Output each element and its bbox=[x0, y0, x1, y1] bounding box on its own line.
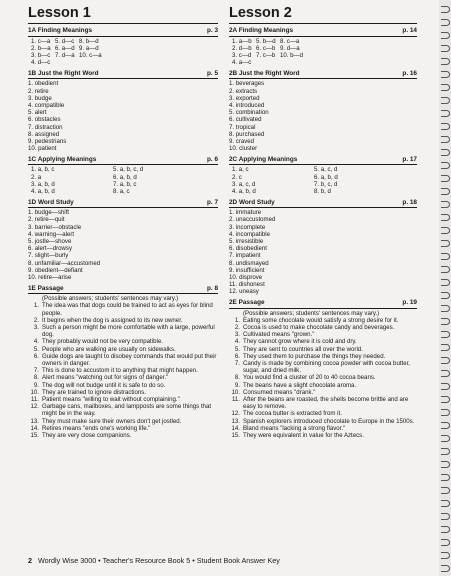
answer: 3. c—d bbox=[232, 51, 252, 59]
list-item: 10. They are trained to ignore distractions. bbox=[30, 388, 146, 396]
list-item: 8. You would find a cluster of 20 to 40 cocoa beans. bbox=[234, 374, 376, 382]
spiral-loop bbox=[441, 227, 450, 234]
answer: 6. a—d bbox=[55, 44, 75, 52]
list-item: 5. combination bbox=[229, 109, 269, 117]
spiral-loop bbox=[441, 84, 450, 91]
spiral-loop bbox=[441, 474, 450, 481]
section-1d-page: p. 7 bbox=[206, 198, 218, 206]
list-item: 3. incomplete bbox=[229, 223, 266, 231]
list-item: 1. obedient bbox=[28, 80, 59, 88]
list-item: 14. Retires means "ends one's working life." bbox=[30, 424, 151, 432]
section-2a-title: 2A Finding Meanings bbox=[229, 27, 294, 34]
section-1c bbox=[28, 156, 218, 195]
answer: 3. b—c bbox=[31, 51, 51, 59]
spiral-loop bbox=[441, 318, 450, 325]
list-item: 11. dishonest bbox=[229, 281, 265, 289]
spiral-loop bbox=[441, 123, 450, 130]
spiral-loop bbox=[441, 266, 450, 273]
list-item: 5. irresistible bbox=[229, 237, 264, 245]
section-2e bbox=[229, 299, 417, 439]
list-item: 8. purchased bbox=[229, 130, 265, 138]
list-item: 5. alert bbox=[28, 109, 47, 117]
spiral-loop bbox=[441, 331, 450, 338]
section-2b-page: p. 16 bbox=[402, 69, 417, 77]
spiral-loop bbox=[441, 32, 450, 39]
spiral-loop bbox=[441, 526, 450, 533]
lesson-2-title: Lesson 2 bbox=[229, 4, 417, 24]
answer: 7. b, c, d bbox=[314, 180, 338, 188]
spiral-loop bbox=[441, 240, 450, 247]
answer: 3. a, b, d bbox=[31, 180, 55, 188]
list-item: 13. Spanish explorers introduced chocolate to Europe in the 1500s. bbox=[231, 417, 415, 425]
list-item: 7. tropical bbox=[229, 123, 256, 131]
list-item: 9. The dog will not budge until it is safe to do so. bbox=[33, 381, 166, 389]
spiral-loop bbox=[441, 422, 450, 429]
list-item: 4. compatible bbox=[28, 101, 65, 109]
answer: 8. a, c bbox=[113, 187, 130, 195]
spiral-loop bbox=[441, 357, 450, 364]
spiral-loop bbox=[441, 136, 450, 143]
answer: 2. a bbox=[31, 173, 42, 181]
list-item: 13. They must make sure their owners don't get jostled. bbox=[30, 417, 182, 425]
list-item: 14. Bland means "lacking a strong flavor." bbox=[231, 424, 346, 432]
list-item: 5. They are sent to countries all over the world. bbox=[234, 345, 363, 353]
section-2d-title: 2D Word Study bbox=[229, 198, 275, 206]
spiral-loop bbox=[441, 175, 450, 182]
list-item: 4. They probably would not be very compatible. bbox=[33, 338, 163, 346]
list-item: 2. retire bbox=[28, 87, 49, 95]
list-item: 7. Candy is made by combining cocoa powder with cocoa butter, sugar, and dried milk. bbox=[234, 360, 410, 375]
spiral-loop bbox=[441, 279, 450, 286]
answer: 3. a, c, d bbox=[232, 180, 256, 188]
list-item: 10. disprove bbox=[229, 273, 263, 281]
list-item: 1. budge—shift bbox=[28, 209, 69, 217]
answer: 6. c—b bbox=[256, 44, 276, 52]
spiral-loop bbox=[441, 149, 450, 156]
section-2e-title: 2E Passage bbox=[229, 299, 265, 307]
section-1a-page: p. 3 bbox=[206, 27, 218, 34]
page-number: 2 bbox=[28, 556, 32, 565]
answer: 2. c bbox=[232, 173, 242, 181]
list-item: 6. disobedient bbox=[229, 245, 267, 253]
list-item: 2. It begins when the dog is assigned to its new owner. bbox=[33, 316, 183, 324]
list-item: 11. After the beans are roasted, the shells become brittle and are easy to remove. bbox=[231, 396, 409, 411]
answer: 5. d—c bbox=[55, 37, 75, 45]
spiral-loop bbox=[441, 448, 450, 455]
list-item: 1. Eating some chocolate would satisfy a strong desire for it. bbox=[234, 316, 399, 324]
list-item: 10. cluster bbox=[229, 145, 258, 153]
lesson-1-column bbox=[28, 4, 218, 443]
list-item: 3. Such a person might be more comfortable with a large, powerful dog. bbox=[33, 324, 215, 339]
list-item: 12. uneasy bbox=[229, 288, 259, 296]
answer: 9. a—d bbox=[79, 44, 99, 52]
spiral-loop bbox=[441, 45, 450, 52]
section-1e-answers bbox=[28, 302, 218, 439]
spiral-binding bbox=[439, 0, 451, 576]
answer: 4. a, b, d bbox=[31, 187, 55, 195]
list-item: 1. The idea was that dogs could be trained to act as eyes for blind people. bbox=[33, 302, 213, 317]
answer bbox=[280, 59, 310, 66]
spiral-loop bbox=[441, 253, 450, 260]
section-1c-title: 1C Applying Meanings bbox=[28, 155, 97, 163]
answer: 7. c—b bbox=[256, 51, 276, 59]
answer: 1. a, b, c bbox=[31, 166, 55, 174]
answer: 5. b—d bbox=[256, 37, 276, 45]
answer: 8. c—a bbox=[280, 37, 300, 45]
list-item: 8. undismayed bbox=[229, 259, 269, 267]
section-1b-title: 1B Just the Right Word bbox=[28, 69, 99, 77]
answer: 7. a, b, c bbox=[113, 180, 137, 188]
answer: 5. a, c, d bbox=[314, 166, 338, 174]
footer-text: Wordly Wise 3000 • Teacher's Resource Book 5 • Student Book Answer Key bbox=[38, 556, 280, 565]
spiral-loop bbox=[441, 370, 450, 377]
list-item: 11. Patient means "willing to wait without complaining." bbox=[30, 396, 180, 404]
spiral-loop bbox=[441, 461, 450, 468]
list-item: 5. jostle—shove bbox=[28, 237, 72, 245]
section-1e-title: 1E Passage bbox=[28, 284, 64, 292]
section-2d bbox=[229, 199, 417, 296]
list-item: 12. The cocoa butter is extracted from it. bbox=[231, 410, 342, 418]
section-1b-page: p. 5 bbox=[206, 69, 218, 77]
section-2e-answers bbox=[229, 317, 417, 439]
list-item: 9. pedestrians bbox=[28, 137, 67, 145]
spiral-loop bbox=[441, 201, 450, 208]
section-2c bbox=[229, 156, 417, 195]
spiral-loop bbox=[441, 565, 450, 572]
list-item: 3. Cultivated means "grown." bbox=[234, 331, 315, 339]
section-1a-answers bbox=[28, 38, 218, 67]
answer bbox=[256, 59, 280, 66]
list-item: 1. beverages bbox=[229, 80, 265, 88]
answer: 4. a, b, d bbox=[232, 187, 256, 195]
section-2b bbox=[229, 70, 417, 153]
answer bbox=[79, 59, 109, 66]
section-2d-page: p. 18 bbox=[402, 198, 417, 206]
list-item: 4. They cannot grow where it is cold and dry. bbox=[234, 338, 357, 346]
list-item: 4. introduced bbox=[229, 101, 265, 109]
spiral-loop bbox=[441, 110, 450, 117]
answer: 1. a, c bbox=[232, 166, 249, 174]
list-item: 8. unfamiliar—accustomed bbox=[28, 259, 101, 267]
answer: 6. a, b, d bbox=[113, 173, 137, 181]
answer: 9. d—a bbox=[280, 44, 300, 52]
section-2c-page: p. 17 bbox=[402, 155, 417, 163]
answer: 7. d—a bbox=[55, 51, 75, 59]
spiral-loop bbox=[441, 435, 450, 442]
list-item: 7. distraction bbox=[28, 123, 63, 131]
spiral-loop bbox=[441, 292, 450, 299]
answer: 6. a, b, d bbox=[314, 173, 338, 181]
list-item: 7. impatient bbox=[229, 252, 261, 260]
section-2c-title: 2C Applying Meanings bbox=[229, 155, 298, 163]
list-item: 6. cultivated bbox=[229, 116, 262, 124]
section-1e bbox=[28, 285, 218, 440]
list-item: 10. retire—arise bbox=[28, 273, 72, 281]
spiral-loop bbox=[441, 58, 450, 65]
list-item: 10. patient bbox=[28, 145, 57, 153]
section-1b bbox=[28, 70, 218, 153]
spiral-loop bbox=[441, 500, 450, 507]
section-1c-answers bbox=[28, 166, 218, 195]
list-item: 7. This is done to accustom it to anything that might happen. bbox=[33, 367, 198, 375]
list-item: 3. barrier—obstacle bbox=[28, 223, 82, 231]
spiral-loop bbox=[441, 97, 450, 104]
answer: 1. c—a bbox=[31, 37, 51, 45]
section-2e-page: p. 19 bbox=[402, 299, 417, 307]
spiral-loop bbox=[441, 539, 450, 546]
list-item: 7. slight—burly bbox=[28, 252, 69, 260]
spiral-loop bbox=[441, 305, 450, 312]
spiral-loop bbox=[441, 396, 450, 403]
spiral-loop bbox=[441, 71, 450, 78]
section-1e-page: p. 8 bbox=[206, 284, 218, 292]
list-item: 8. assigned bbox=[28, 130, 60, 138]
list-item: 4. incompatible bbox=[229, 230, 270, 238]
list-item: 5. People who are walking are usually on sidewalks. bbox=[33, 345, 176, 353]
section-1d-title: 1D Word Study bbox=[28, 198, 74, 206]
list-item: 9. obedient—defiant bbox=[28, 266, 83, 274]
answer: 2. b—a bbox=[31, 44, 51, 52]
list-item: 6. alert—drowsy bbox=[28, 245, 73, 253]
list-item: 9. insufficient bbox=[229, 266, 265, 274]
spiral-loop bbox=[441, 552, 450, 559]
spiral-loop bbox=[441, 6, 450, 13]
list-item: 15. They are very close companions. bbox=[30, 432, 132, 440]
list-item: 9. The beans have a slight chocolate aroma. bbox=[234, 381, 357, 389]
section-1e-note: (Possible answers; students' sentences may vary.) bbox=[42, 295, 179, 303]
answer: 10. b—d bbox=[280, 51, 304, 59]
section-2a bbox=[229, 27, 417, 66]
answer: 4. d—c bbox=[31, 59, 51, 67]
spiral-loop bbox=[441, 487, 450, 494]
answer: 8. b—d bbox=[79, 37, 99, 45]
list-item: 4. warning—alert bbox=[28, 230, 75, 238]
section-2a-page: p. 14 bbox=[402, 27, 417, 34]
spiral-loop bbox=[441, 344, 450, 351]
list-item: 3. exported bbox=[229, 94, 260, 102]
list-item: 2. retire—quit bbox=[28, 216, 65, 224]
list-item: 2. Cocoa is used to make chocolate candy and beverages. bbox=[234, 324, 395, 331]
spiral-loop bbox=[441, 383, 450, 390]
spiral-loop bbox=[441, 188, 450, 195]
list-item: 6. obstacles bbox=[28, 116, 61, 124]
list-item: 2. extracts bbox=[229, 87, 258, 95]
list-item: 6. They used them to purchase the things they needed. bbox=[234, 352, 386, 360]
spiral-loop bbox=[441, 214, 450, 221]
section-2a-answers bbox=[229, 38, 417, 67]
answer: 1. a—b bbox=[232, 37, 252, 45]
section-1a bbox=[28, 27, 218, 66]
spiral-loop bbox=[441, 513, 450, 520]
section-2e-note: (Possible answers; students' sentences may vary.) bbox=[243, 309, 380, 317]
list-item: 9. craved bbox=[229, 137, 255, 145]
section-1a-title: 1A Finding Meanings bbox=[28, 27, 93, 34]
list-item: 10. Consumed means "drank." bbox=[231, 388, 316, 396]
answer: 8. b, d bbox=[314, 187, 331, 195]
answer: 2. d—b bbox=[232, 44, 252, 52]
list-item: 8. Alert means "watching out for signs of danger." bbox=[33, 374, 169, 382]
list-item: 1. immature bbox=[229, 209, 262, 217]
section-1c-page: p. 6 bbox=[206, 155, 218, 163]
lesson-2-column bbox=[229, 4, 417, 443]
list-item: 3. budge bbox=[28, 94, 52, 102]
lesson-1-title: Lesson 1 bbox=[28, 4, 218, 24]
spiral-loop bbox=[441, 162, 450, 169]
answer: 4. a—c bbox=[232, 59, 252, 67]
list-item: 12. Garbage cans, mailboxes, and lampposts are some things that might be in the way. bbox=[30, 403, 212, 418]
spiral-loop bbox=[441, 19, 450, 26]
page-footer bbox=[28, 556, 418, 565]
answer: 5. a, b, c, d bbox=[113, 166, 144, 174]
answer bbox=[55, 59, 79, 66]
spiral-loop bbox=[441, 409, 450, 416]
section-2c-answers bbox=[229, 166, 417, 195]
answer: 10. c—a bbox=[79, 51, 102, 59]
section-1d bbox=[28, 199, 218, 282]
list-item: 6. Guide dogs are taught to disobey commands that would put their owners in danger. bbox=[33, 352, 217, 368]
section-2b-title: 2B Just the Right Word bbox=[229, 69, 300, 77]
list-item: 15. They were equivalent in value for the Aztecs. bbox=[231, 432, 364, 440]
list-item: 2. unaccustomed bbox=[229, 216, 276, 224]
